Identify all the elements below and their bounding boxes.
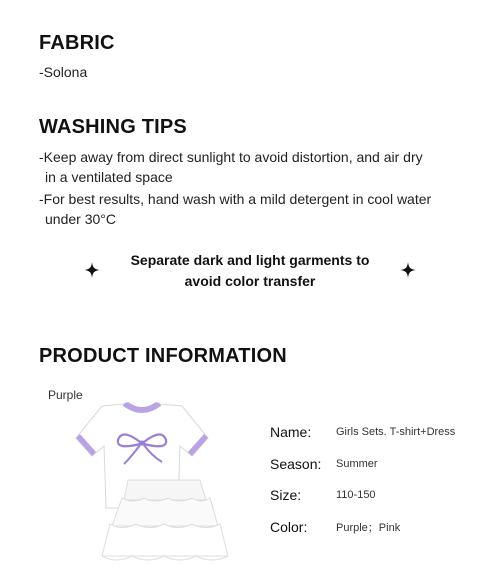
washing-tip-2-line2: under 30°C <box>45 211 116 227</box>
spec-key: Season: <box>270 456 322 472</box>
washing-tips-heading: WASHING TIPS <box>39 116 187 138</box>
notice-line-1: Separate dark and light garments to <box>130 252 370 268</box>
washing-tip-1-line2: in a ventilated space <box>45 169 173 185</box>
spec-row-name <box>270 422 455 442</box>
washing-tip-1 <box>39 147 423 187</box>
notice-line-2: avoid color transfer <box>184 273 316 289</box>
fabric-text: -Solona <box>39 64 88 80</box>
spec-key: Size: <box>270 487 302 503</box>
washing-tip-2-line1: -For best results, hand wash with a mild detergent in cool water <box>39 191 432 207</box>
sparkle-icon <box>400 262 416 278</box>
garment-care-notice <box>110 250 390 292</box>
product-info-heading: PRODUCT INFORMATION <box>39 345 287 367</box>
spec-row-size <box>270 485 376 505</box>
product-image <box>52 400 232 570</box>
spec-row-season <box>270 454 378 474</box>
spec-key: Name: <box>270 424 312 440</box>
sparkle-icon <box>84 262 100 278</box>
washing-tip-2 <box>39 189 431 229</box>
spec-row-color <box>270 517 400 537</box>
spec-value: Summer <box>336 458 378 470</box>
spec-value: Girls Sets. T-shirt+Dress <box>336 426 456 438</box>
variant-label: Purple <box>48 388 83 402</box>
spec-key: Color: <box>270 519 308 535</box>
spec-value: 110-150 <box>336 489 376 501</box>
fabric-heading: FABRIC <box>39 32 115 54</box>
spec-value: Purple；Pink <box>336 522 401 534</box>
washing-tip-1-line1: -Keep away from direct sunlight to avoid distortion, and air dry <box>39 149 423 165</box>
